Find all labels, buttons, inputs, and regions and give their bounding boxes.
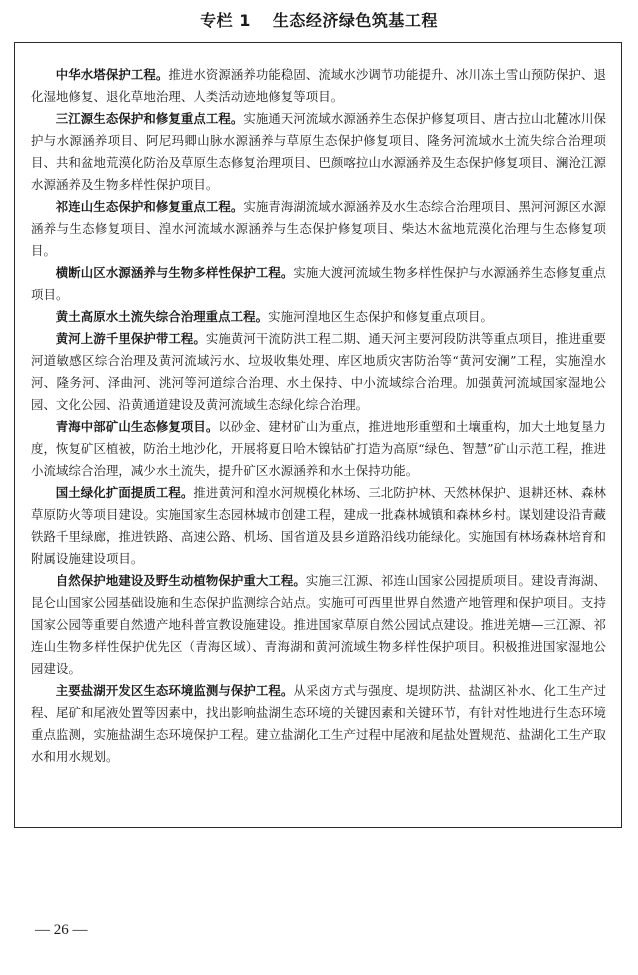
item-heading: 黄河上游千里保护带工程。 [55,331,206,346]
item-heading: 横断山区水源涵养与生物多样性保护工程。 [55,265,294,280]
item-heading: 三江源生态保护和修复重点工程。 [55,111,244,126]
item-text: 实施河湟地区生态保护和修复重点项目。 [268,309,493,324]
column-title [0,10,638,32]
item-heading: 自然保护地建设及野生动植物保护重大工程。 [55,573,306,588]
item-text: 实施通天河流域水源涵养生态保护修复项目、唐古拉山北麓冰川保护与水源涵养项目、阿尼玛卿山脉水源涵养与草原生态保护修复项目、隆务河流域水土流失综合治理项目、共和盆地荒漠化防治及草原生态修复治理项目、巴颜喀拉山水源涵养及生态保护修复项目、澜沧江源水源涵养及生物多样性保护项目。 [31,111,606,192]
item-text: 推进黄河和湟水河规模化林场、三北防护林、天然林保护、退耕还林、森林草原防火等项目建设。实施国家生态园林城市创建工程，建成一批森林城镇和森林乡村。谋划建设沿青藏铁路千里绿廊，推进铁路、高速公路、机场、国省道及县乡道路沿线功能绿化。实施国有林场森林培育和附属设施建设项目。 [31,485,606,566]
item-text: 实施大渡河流域生物多样性保护与水源涵养生态修复重点项目。 [31,265,606,302]
item-heading: 黄土高原水土流失综合治理重点工程。 [55,309,269,324]
item-heading: 祁连山生态保护和修复重点工程。 [55,199,244,214]
item-paragraph [31,482,606,570]
item-text: 从采卤方式与强度、堤坝防洪、盐湖区补水、化工生产过程、尾矿和尾液处置等因素中，找出影响盐湖生态环境的关键因素和关键环节，有针对性地进行生态环境重点监测，实施盐湖生态环境保护工程。建立盐湖化工生产过程中尾液和尾盐处置规范、盐湖化工生产取水和用水规划。 [31,683,606,764]
column-label: 专栏 1 [200,11,251,30]
item-heading: 国土绿化扩面提质工程。 [55,485,194,500]
item-text: 实施黄河干流防洪工程二期、通天河主要河段防洪等重点项目，推进重要河道敏感区综合治理及黄河流域污水、垃圾收集处理、库区地质灾害防治等“黄河安澜”工程，实施湟水河、隆务河、泽曲河、洮河等河道综合治理、水土保持、中小流域综合治理。加强黄河流域国家湿地公园、文化公园、沿黄通道建设及黄河流域生态绿化综合治理。 [31,331,606,412]
item-paragraph [31,64,606,108]
item-paragraph [31,680,606,768]
item-heading: 青海中部矿山生态修复项目。 [55,419,219,434]
item-text: 实施青海湖流域水源涵养及水生态综合治理项目、黑河河源区水源涵养与生态修复项目、湟水河流域水源涵养与生态保护修复项目、柴达木盆地荒漠化治理与生态修复项目。 [31,199,606,258]
item-heading: 主要盐湖开发区生态环境监测与保护工程。 [55,683,294,698]
item-paragraph [31,328,606,416]
item-paragraph [31,306,606,328]
item-paragraph [31,570,606,680]
item-paragraph [31,416,606,482]
item-text: 实施三江源、祁连山国家公园提质项目。建设青海湖、昆仑山国家公园基础设施和生态保护监测综合站点。实施可可西里世界自然遗产地管理和保护项目。支持国家公园等重要自然遗产地科普宣教设施建设。推进国家草原自然公园试点建设。推进羌塘—三江源、祁连山生物多样性保护优先区（青海区域）、青海湖和黄河流域生物多样性保护项目。积极推进国家湿地公园建设。 [31,573,607,676]
item-paragraph [31,108,606,196]
item-paragraph [31,196,606,262]
item-heading: 中华水塔保护工程。 [55,67,169,82]
item-text: 推进水资源涵养功能稳固、流域水沙调节功能提升、冰川冻土雪山预防保护、退化湿地修复、退化草地治理、人类活动迹地修复等项目。 [31,67,606,104]
column-box [14,42,622,828]
column-heading: 生态经济绿色筑基工程 [272,11,438,30]
item-paragraph [31,262,606,306]
item-text: 以砂金、建材矿山为重点，推进地形重塑和土壤重构，加大土地复垦力度，恢复矿区植被，防治土地沙化，开展将夏日哈木镍钴矿打造为高原“绿色、智慧”矿山示范工程，推进小流域综合治理，减少水土流失，提升矿区水源涵养和水土保持功能。 [31,419,606,478]
page-number: — 26 — [35,922,88,938]
